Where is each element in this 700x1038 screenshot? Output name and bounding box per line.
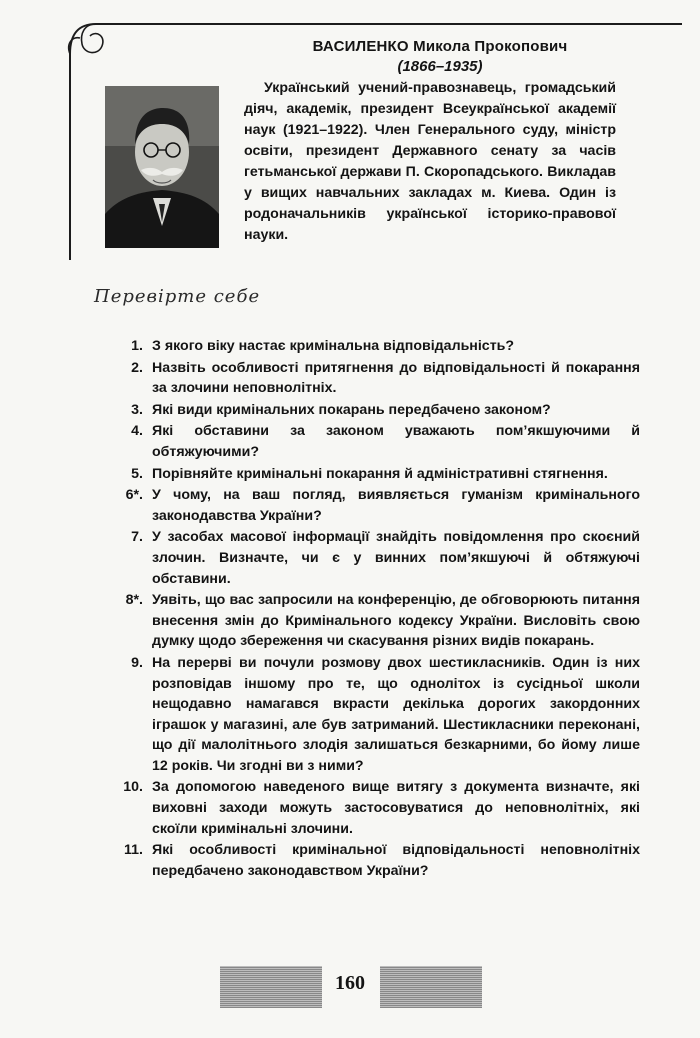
question-text: На перерві ви почули розмову двох шестикласників. Один із них розповідав іншому про те, що однолітох із сусідньої школи нещодавно намагався вкрасти декілька дорогих закордонних іграшок у магазині, але був затриманий. Шестикласники переконані, що дії малолітнього злодія залишаться безкарними, бо йому лише 12 років. Чи згодні ви з ними? — [152, 654, 640, 774]
question-item — [112, 336, 640, 357]
portrait-photo — [105, 86, 219, 248]
footer-bar-left — [220, 966, 322, 1008]
question-item — [112, 400, 640, 421]
question-text: Які особливості кримінальної відповідальності неповнолітніх передбачено законодавством України? — [152, 842, 640, 879]
question-number: 9. — [131, 654, 143, 671]
question-text: Які види кримінальних покарань передбачено законом? — [152, 401, 551, 418]
question-number: 5. — [131, 465, 143, 482]
section-title: Перевірте себе — [94, 286, 261, 307]
biography-text: Український учений-правознавець, громадський діяч, академік, президент Всеукраїнської академії наук (1921–1922). Член Генерального суду, міністр освіти, президент Державного сенату за часів гетьманської держави П. Скоропадського. Викладав у вищих навчальних закладах м. Киева. Один із родоначальників української історико-правової науки. — [244, 80, 616, 243]
question-text: У чому, на ваш погляд, виявляється гуманізм кримінального законодавства України? — [152, 487, 640, 524]
question-item — [112, 421, 640, 462]
footer-bar-right — [380, 966, 482, 1008]
question-item — [112, 653, 640, 777]
biography-years: (1866–1935) — [397, 58, 483, 75]
question-text: За допомогою наведеного вище витягу з документа визначте, які виховні заходи можуть застосовуватися до неповнолітніх, які скоїли кримінальні злочини. — [152, 779, 640, 837]
question-number: 6*. — [125, 487, 143, 504]
question-number: 8*. — [125, 592, 143, 609]
page-number: 160 — [335, 972, 365, 994]
question-number: 2. — [131, 359, 143, 376]
question-number: 11. — [124, 842, 143, 859]
question-item — [112, 590, 640, 652]
question-item — [112, 840, 640, 881]
question-number: 7. — [131, 529, 143, 546]
question-number: 3. — [131, 401, 143, 418]
question-text: З якого віку настає кримінальна відповідальність? — [152, 338, 515, 354]
question-item — [112, 485, 640, 526]
question-item — [112, 358, 640, 399]
question-number: 1. — [131, 338, 143, 354]
question-number: 10. — [123, 779, 143, 796]
question-text: Порівняйте кримінальні покарання й адміністративні стягнення. — [152, 465, 608, 482]
question-text: У засобах масової інформації знайдіть повідомлення про скоєний злочин. Визначте, чи є у винних пом’якшуючі й обтяжуючі обставини. — [152, 529, 640, 587]
question-text: Які обставини за законом уважають пом’якшуючими й обтяжуючими? — [152, 423, 640, 460]
question-text: Назвіть особливості притягнення до відповідальності й покарання за злочини неповнолітніх. — [152, 359, 640, 397]
question-text: Уявіть, що вас запросили на конференцію, де обговорюють питання внесення змін до Кримінального кодексу України. Висловіть свою думку щодо збереження чи скасування різних видів покарань. — [152, 592, 640, 650]
question-item — [112, 527, 640, 589]
question-list — [112, 336, 640, 882]
question-number: 4. — [131, 423, 143, 440]
biography-name: ВАСИЛЕНКО Микола Прокопович — [312, 38, 568, 55]
question-item — [112, 777, 640, 839]
question-item — [112, 464, 640, 485]
